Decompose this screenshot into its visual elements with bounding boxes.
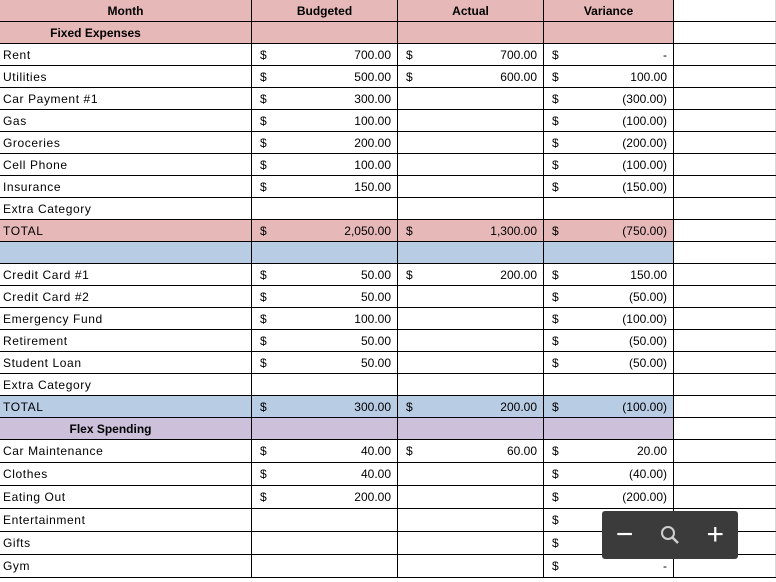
budgeted-cell[interactable]: [252, 66, 398, 87]
budgeted-cell[interactable]: [252, 440, 398, 462]
row-label[interactable]: Car Maintenance: [0, 440, 252, 462]
currency-symbol: $: [552, 311, 559, 326]
actual-cell[interactable]: [398, 220, 544, 241]
currency-symbol: $: [552, 289, 559, 304]
budgeted-cell[interactable]: [252, 555, 398, 577]
actual-value: 1,300.00: [490, 223, 537, 238]
table-row: [0, 66, 776, 88]
table-row: [0, 176, 776, 198]
empty-cell[interactable]: [252, 242, 398, 263]
currency-symbol: $: [552, 444, 559, 458]
budgeted-cell[interactable]: [252, 286, 398, 307]
budgeted-cell[interactable]: [252, 396, 398, 417]
currency-symbol: $: [260, 157, 267, 172]
variance-cell[interactable]: [544, 176, 674, 197]
currency-symbol: $: [260, 490, 267, 504]
budgeted-value: 200.00: [354, 135, 391, 150]
budgeted-value: 100.00: [354, 311, 391, 326]
actual-cell[interactable]: [398, 352, 544, 373]
currency-symbol: $: [260, 135, 267, 150]
currency-symbol: $: [260, 179, 267, 194]
currency-symbol: $: [552, 179, 559, 194]
variance-cell[interactable]: [544, 308, 674, 329]
budgeted-value: 2,050.00: [344, 223, 391, 238]
budgeted-cell[interactable]: [252, 486, 398, 508]
empty-cell[interactable]: [674, 220, 776, 241]
row-label[interactable]: Emergency Fund: [0, 308, 252, 329]
row-label[interactable]: TOTAL: [0, 220, 252, 241]
row-label[interactable]: Eating Out: [0, 486, 252, 508]
empty-cell[interactable]: [674, 154, 776, 175]
actual-cell[interactable]: [398, 509, 544, 531]
currency-symbol: $: [552, 135, 559, 150]
currency-symbol: $: [552, 536, 559, 550]
row-label[interactable]: Clothes: [0, 463, 252, 485]
actual-cell[interactable]: [398, 132, 544, 153]
currency-symbol: $: [552, 490, 559, 504]
actual-cell[interactable]: [398, 396, 544, 417]
table-row: [0, 330, 776, 352]
actual-value: 60.00: [506, 444, 537, 458]
empty-cell[interactable]: [674, 418, 776, 439]
actual-cell[interactable]: [398, 330, 544, 351]
variance-cell[interactable]: [544, 286, 674, 307]
variance-cell[interactable]: [544, 396, 674, 417]
actual-value: 700.00: [500, 47, 537, 62]
table-row: [0, 308, 776, 330]
variance-cell[interactable]: [544, 88, 674, 109]
empty-cell[interactable]: [252, 22, 398, 43]
table-row: [0, 198, 776, 220]
currency-symbol: $: [552, 157, 559, 172]
variance-value: (50.00): [628, 355, 667, 370]
variance-value: (100.00): [622, 311, 667, 326]
variance-cell[interactable]: [544, 110, 674, 131]
empty-cell[interactable]: [398, 418, 544, 439]
zoom-control: [602, 511, 738, 559]
variance-value: (200.00): [622, 135, 667, 150]
budgeted-value: 50.00: [360, 333, 391, 348]
empty-cell[interactable]: [674, 198, 776, 219]
currency-symbol: $: [260, 267, 267, 282]
row-label[interactable]: Utilities: [0, 66, 252, 87]
currency-symbol: $: [406, 47, 413, 62]
actual-cell[interactable]: [398, 486, 544, 508]
empty-cell[interactable]: [398, 242, 544, 263]
budgeted-cell[interactable]: [252, 88, 398, 109]
actual-cell[interactable]: [398, 308, 544, 329]
empty-cell[interactable]: [674, 463, 776, 485]
empty-cell[interactable]: [674, 374, 776, 395]
variance-cell[interactable]: [544, 374, 674, 395]
variance-value: (100.00): [622, 157, 667, 172]
row-label[interactable]: Extra Category: [0, 374, 252, 395]
budgeted-cell[interactable]: [252, 330, 398, 351]
empty-cell[interactable]: [674, 352, 776, 373]
section-title-row: [0, 22, 776, 44]
table-row: [0, 286, 776, 308]
empty-cell[interactable]: [674, 44, 776, 65]
empty-cell[interactable]: [674, 242, 776, 263]
currency-symbol: $: [552, 513, 559, 527]
budgeted-value: 50.00: [360, 355, 391, 370]
empty-cell[interactable]: [674, 66, 776, 87]
currency-symbol: $: [406, 223, 413, 238]
budgeted-value: 100.00: [354, 157, 391, 172]
row-label[interactable]: Rent: [0, 44, 252, 65]
table-row: [0, 352, 776, 374]
variance-cell[interactable]: [544, 132, 674, 153]
variance-value: (100.00): [622, 399, 667, 414]
zoom-in-button[interactable]: +: [706, 518, 725, 551]
actual-cell[interactable]: [398, 264, 544, 285]
variance-value: (300.00): [622, 91, 667, 106]
empty-cell[interactable]: [0, 242, 252, 263]
budgeted-cell[interactable]: [252, 220, 398, 241]
currency-symbol: $: [406, 69, 413, 84]
header-variance[interactable]: Variance: [544, 0, 674, 21]
currency-symbol: $: [260, 47, 267, 62]
actual-cell[interactable]: [398, 198, 544, 219]
currency-symbol: $: [260, 467, 267, 481]
separator-row: [0, 242, 776, 264]
empty-cell[interactable]: [674, 110, 776, 131]
variance-value: 150.00: [630, 267, 667, 282]
table-row: [0, 154, 776, 176]
variance-cell[interactable]: [544, 198, 674, 219]
total-row: [0, 396, 776, 418]
row-label[interactable]: Gifts: [0, 532, 252, 554]
currency-symbol: $: [552, 355, 559, 370]
table-row: [0, 264, 776, 286]
empty-cell[interactable]: [674, 308, 776, 329]
magnifier-icon-svg: [659, 524, 681, 546]
currency-symbol: $: [552, 47, 559, 62]
budgeted-cell[interactable]: [252, 532, 398, 554]
actual-cell[interactable]: [398, 88, 544, 109]
total-row: [0, 220, 776, 242]
empty-cell[interactable]: [544, 418, 674, 439]
variance-value: (50.00): [628, 289, 667, 304]
empty-cell[interactable]: [544, 22, 674, 43]
currency-symbol: $: [260, 444, 267, 458]
actual-value: 200.00: [500, 399, 537, 414]
variance-value: (200.00): [622, 490, 667, 504]
empty-cell[interactable]: [252, 418, 398, 439]
empty-cell[interactable]: [674, 330, 776, 351]
currency-symbol: $: [552, 113, 559, 128]
table-row: [0, 486, 776, 509]
empty-cell[interactable]: [674, 486, 776, 508]
row-label[interactable]: Insurance: [0, 176, 252, 197]
actual-cell[interactable]: [398, 555, 544, 577]
budgeted-cell[interactable]: [252, 44, 398, 65]
budgeted-value: 500.00: [354, 69, 391, 84]
currency-symbol: $: [552, 333, 559, 348]
row-label[interactable]: Extra Category: [0, 198, 252, 219]
currency-symbol: $: [552, 399, 559, 414]
budgeted-value: 300.00: [354, 399, 391, 414]
currency-symbol: $: [406, 267, 413, 282]
header-actual[interactable]: Actual: [398, 0, 544, 21]
variance-value: (150.00): [622, 179, 667, 194]
budgeted-value: 50.00: [360, 289, 391, 304]
empty-cell[interactable]: [398, 22, 544, 43]
table-row: [0, 374, 776, 396]
variance-cell[interactable]: [544, 330, 674, 351]
actual-cell[interactable]: [398, 66, 544, 87]
actual-cell[interactable]: [398, 463, 544, 485]
empty-cell[interactable]: [674, 88, 776, 109]
budgeted-value: 50.00: [360, 267, 391, 282]
currency-symbol: $: [552, 467, 559, 481]
variance-value: (100.00): [622, 113, 667, 128]
actual-cell[interactable]: [398, 286, 544, 307]
budgeted-cell[interactable]: [252, 110, 398, 131]
budgeted-cell[interactable]: [252, 198, 398, 219]
row-label[interactable]: Credit Card #2: [0, 286, 252, 307]
actual-value: 600.00: [500, 69, 537, 84]
variance-value: (40.00): [628, 467, 667, 481]
variance-value: -: [663, 47, 667, 62]
budgeted-value: 200.00: [354, 490, 391, 504]
actual-cell[interactable]: [398, 44, 544, 65]
row-label[interactable]: Student Loan: [0, 352, 252, 373]
header-row: [0, 0, 776, 22]
currency-symbol: $: [260, 113, 267, 128]
table-row: [0, 132, 776, 154]
actual-cell[interactable]: [398, 532, 544, 554]
table-row: [0, 44, 776, 66]
budgeted-value: 700.00: [354, 47, 391, 62]
zoom-out-button[interactable]: −: [615, 518, 634, 551]
variance-value: -: [663, 559, 667, 573]
actual-cell[interactable]: [398, 176, 544, 197]
variance-value: 20.00: [636, 444, 667, 458]
variance-cell[interactable]: [544, 220, 674, 241]
variance-cell[interactable]: [544, 66, 674, 87]
currency-symbol: $: [260, 289, 267, 304]
row-label[interactable]: Cell Phone: [0, 154, 252, 175]
currency-symbol: $: [552, 267, 559, 282]
empty-cell[interactable]: [544, 242, 674, 263]
empty-cell[interactable]: [674, 440, 776, 462]
actual-cell[interactable]: [398, 440, 544, 462]
currency-symbol: $: [260, 355, 267, 370]
fixed-expenses-title[interactable]: Fixed Expenses: [0, 22, 252, 43]
budgeted-cell[interactable]: [252, 352, 398, 373]
variance-cell[interactable]: [544, 44, 674, 65]
header-budgeted[interactable]: Budgeted: [252, 0, 398, 21]
row-label[interactable]: Groceries: [0, 132, 252, 153]
flex-spending-title[interactable]: Flex Spending: [0, 418, 252, 439]
budgeted-value: 150.00: [354, 179, 391, 194]
empty-cell[interactable]: [674, 0, 776, 21]
budgeted-cell[interactable]: [252, 308, 398, 329]
budgeted-cell[interactable]: [252, 509, 398, 531]
variance-cell[interactable]: [544, 486, 674, 508]
currency-symbol: $: [552, 559, 559, 573]
section-title-row: [0, 418, 776, 440]
empty-cell[interactable]: [674, 132, 776, 153]
header-month[interactable]: Month: [0, 0, 252, 21]
budgeted-value: 100.00: [354, 113, 391, 128]
row-label[interactable]: Entertainment: [0, 509, 252, 531]
budgeted-cell[interactable]: [252, 264, 398, 285]
actual-cell[interactable]: [398, 110, 544, 131]
currency-symbol: $: [260, 223, 267, 238]
row-label[interactable]: Retirement: [0, 330, 252, 351]
currency-symbol: $: [260, 311, 267, 326]
table-row: [0, 88, 776, 110]
budgeted-cell[interactable]: [252, 176, 398, 197]
budgeted-cell[interactable]: [252, 374, 398, 395]
variance-cell[interactable]: [544, 352, 674, 373]
currency-symbol: $: [406, 444, 413, 458]
budgeted-cell[interactable]: [252, 463, 398, 485]
empty-cell[interactable]: [674, 264, 776, 285]
budgeted-cell[interactable]: [252, 132, 398, 153]
currency-symbol: $: [260, 399, 267, 414]
actual-cell[interactable]: [398, 154, 544, 175]
empty-cell[interactable]: [674, 396, 776, 417]
row-label[interactable]: Car Payment #1: [0, 88, 252, 109]
actual-cell[interactable]: [398, 374, 544, 395]
variance-value: 100.00: [630, 69, 667, 84]
variance-cell[interactable]: [544, 264, 674, 285]
variance-cell[interactable]: [544, 154, 674, 175]
row-label[interactable]: Gas: [0, 110, 252, 131]
row-label[interactable]: Gym: [0, 555, 252, 577]
currency-symbol: $: [552, 223, 559, 238]
table-row: [0, 440, 776, 463]
row-label[interactable]: TOTAL: [0, 396, 252, 417]
magnifier-icon[interactable]: [650, 515, 690, 555]
empty-cell[interactable]: [674, 176, 776, 197]
budgeted-value: 40.00: [360, 467, 391, 481]
row-label[interactable]: Credit Card #1: [0, 264, 252, 285]
currency-symbol: $: [552, 91, 559, 106]
actual-value: 200.00: [500, 267, 537, 282]
variance-cell[interactable]: [544, 440, 674, 462]
variance-cell[interactable]: [544, 463, 674, 485]
empty-cell[interactable]: [674, 286, 776, 307]
budgeted-cell[interactable]: [252, 154, 398, 175]
budgeted-value: 40.00: [360, 444, 391, 458]
table-row: [0, 463, 776, 486]
currency-symbol: $: [552, 69, 559, 84]
variance-value: (50.00): [628, 333, 667, 348]
table-row: [0, 110, 776, 132]
currency-symbol: $: [406, 399, 413, 414]
currency-symbol: $: [260, 91, 267, 106]
empty-cell[interactable]: [674, 22, 776, 43]
currency-symbol: $: [260, 333, 267, 348]
variance-value: (750.00): [622, 223, 667, 238]
currency-symbol: $: [260, 69, 267, 84]
budgeted-value: 300.00: [354, 91, 391, 106]
